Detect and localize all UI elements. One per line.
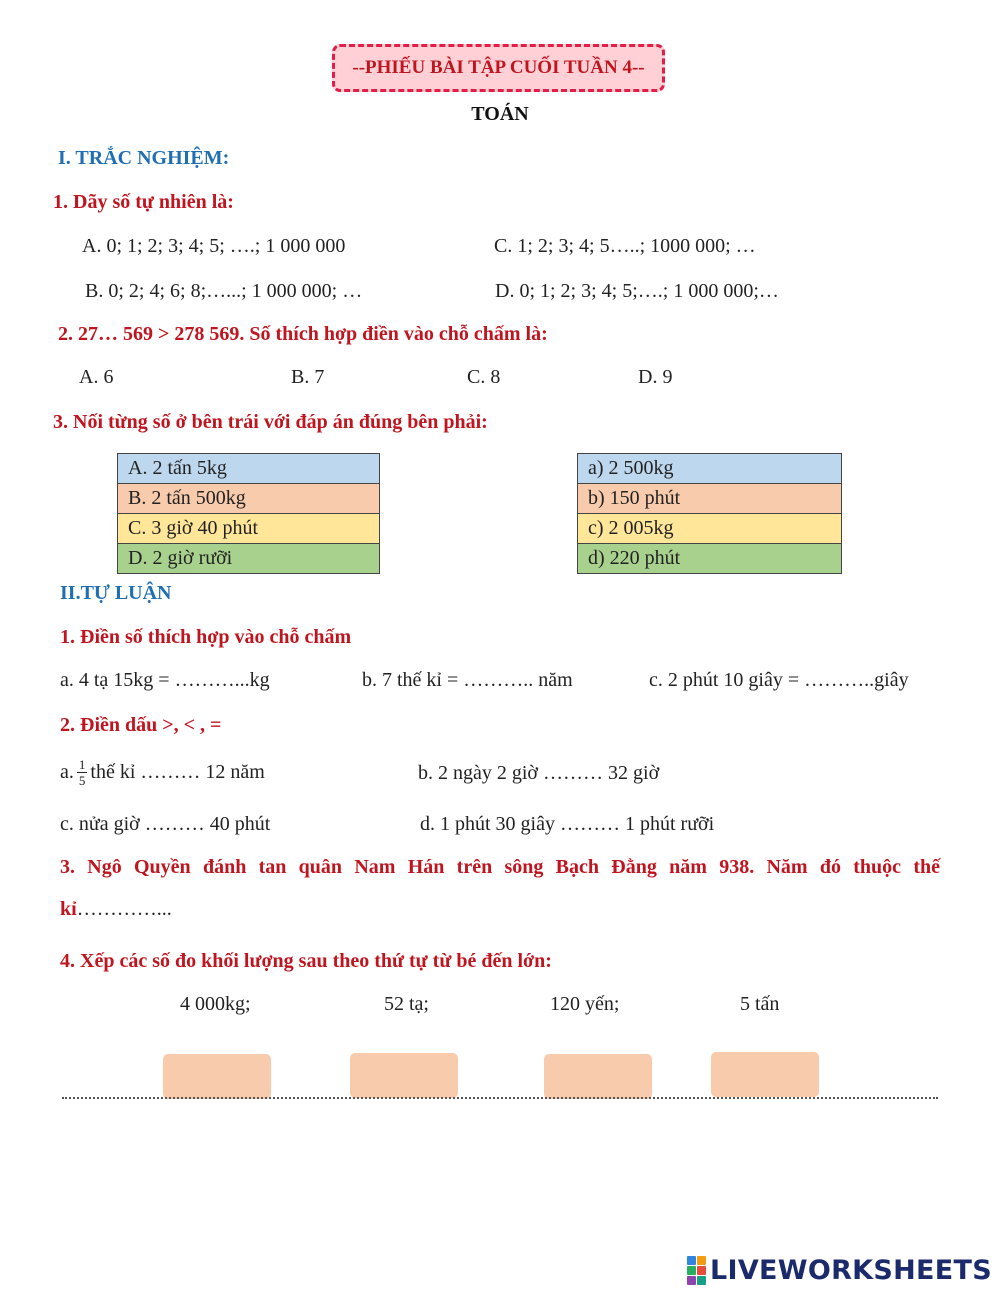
eq2-item-a bbox=[60, 757, 265, 788]
mass-item: 120 yến; bbox=[550, 993, 620, 1015]
essay-question-1: 1. Điền số thích hợp vào chỗ chấm bbox=[60, 626, 352, 648]
fraction-denominator: 5 bbox=[78, 773, 86, 788]
essay-question-4: 4. Xếp các số đo khối lượng sau theo thứ tự từ bé đến lớn: bbox=[60, 950, 552, 972]
section-heading-multiple-choice: I. TRẮC NGHIỆM: bbox=[58, 147, 230, 169]
essay-question-2: 2. Điền dấu >, < , = bbox=[60, 714, 222, 736]
q1-option-a[interactable]: A. 0; 1; 2; 3; 4; 5; ….; 1 000 000 bbox=[82, 235, 346, 257]
q2-option-b[interactable]: B. 7 bbox=[291, 366, 325, 388]
q1-option-b[interactable]: B. 0; 2; 4; 6; 8;…...; 1 000 000; … bbox=[85, 280, 363, 302]
answer-box-4[interactable] bbox=[711, 1052, 819, 1097]
mass-item: 5 tấn bbox=[740, 993, 780, 1015]
matching-right-column bbox=[577, 453, 842, 574]
eq2-item-b: b. 2 ngày 2 giờ ……… 32 giờ bbox=[418, 762, 660, 784]
match-right-item[interactable]: c) 2 005kg bbox=[578, 514, 842, 544]
eq2-item-c: c. nửa giờ ……… 40 phút bbox=[60, 813, 271, 835]
liveworksheets-logo-icon bbox=[687, 1256, 706, 1285]
question-3: 3. Nối từng số ở bên trái với đáp án đúng bên phải: bbox=[53, 411, 488, 433]
mass-item: 52 tạ; bbox=[384, 993, 429, 1015]
fraction bbox=[77, 757, 88, 788]
question-1: 1. Dãy số tự nhiên là: bbox=[53, 191, 234, 213]
section-heading-essay: II.TỰ LUẬN bbox=[60, 582, 172, 604]
liveworksheets-logo-text: LIVEWORKSHEETS bbox=[709, 1255, 992, 1286]
eq2-item-a-label: a. bbox=[60, 761, 74, 783]
essay-question-3-continued bbox=[60, 898, 172, 921]
q1-option-d[interactable]: D. 0; 1; 2; 3; 4; 5;….; 1 000 000;… bbox=[495, 280, 779, 302]
answer-box-3[interactable] bbox=[544, 1054, 652, 1099]
match-right-item[interactable]: d) 220 phút bbox=[578, 544, 842, 574]
match-left-item[interactable]: C. 3 giờ 40 phút bbox=[118, 514, 380, 544]
match-left-item[interactable]: D. 2 giờ rưỡi bbox=[118, 544, 380, 574]
question-2: 2. 27… 569 > 278 569. Số thích hợp điền vào chỗ chấm là: bbox=[58, 323, 548, 345]
eq1-item-a: a. 4 tạ 15kg = ………...kg bbox=[60, 669, 270, 691]
answer-box-1[interactable] bbox=[163, 1054, 271, 1099]
eq1-item-b: b. 7 thế kỉ = ……….. năm bbox=[362, 669, 573, 691]
answer-dotted-line bbox=[62, 1097, 938, 1099]
q2-option-c[interactable]: C. 8 bbox=[467, 366, 501, 388]
match-right-item[interactable]: a) 2 500kg bbox=[578, 454, 842, 484]
worksheet-title: --PHIẾU BÀI TẬP CUỐI TUẦN 4-- bbox=[332, 44, 665, 92]
match-left-item[interactable]: B. 2 tấn 500kg bbox=[118, 484, 380, 514]
matching-left-column bbox=[117, 453, 380, 574]
eq1-item-c: c. 2 phút 10 giây = ………..giây bbox=[649, 669, 909, 691]
eq2-item-a-text: thế kỉ ……… 12 năm bbox=[90, 761, 265, 783]
eq3-answer-dots[interactable]: …………... bbox=[76, 898, 172, 920]
essay-question-3: 3. Ngô Quyền đánh tan quân Nam Hán trên sông Bạch Đằng năm 938. Năm đó thuộc thế bbox=[60, 856, 940, 878]
fraction-numerator: 1 bbox=[78, 757, 86, 772]
q1-option-c[interactable]: C. 1; 2; 3; 4; 5…..; 1000 000; … bbox=[494, 235, 756, 257]
q2-option-a[interactable]: A. 6 bbox=[79, 366, 114, 388]
eq3-line2: kỉ bbox=[60, 898, 77, 920]
match-right-item[interactable]: b) 150 phút bbox=[578, 484, 842, 514]
match-left-item[interactable]: A. 2 tấn 5kg bbox=[118, 454, 380, 484]
mass-item: 4 000kg; bbox=[180, 993, 251, 1015]
liveworksheets-logo bbox=[687, 1255, 992, 1286]
eq2-item-d: d. 1 phút 30 giây ……… 1 phút rưỡi bbox=[420, 813, 715, 835]
answer-box-2[interactable] bbox=[350, 1053, 458, 1098]
q2-option-d[interactable]: D. 9 bbox=[638, 366, 673, 388]
subject-title: TOÁN bbox=[471, 103, 529, 125]
